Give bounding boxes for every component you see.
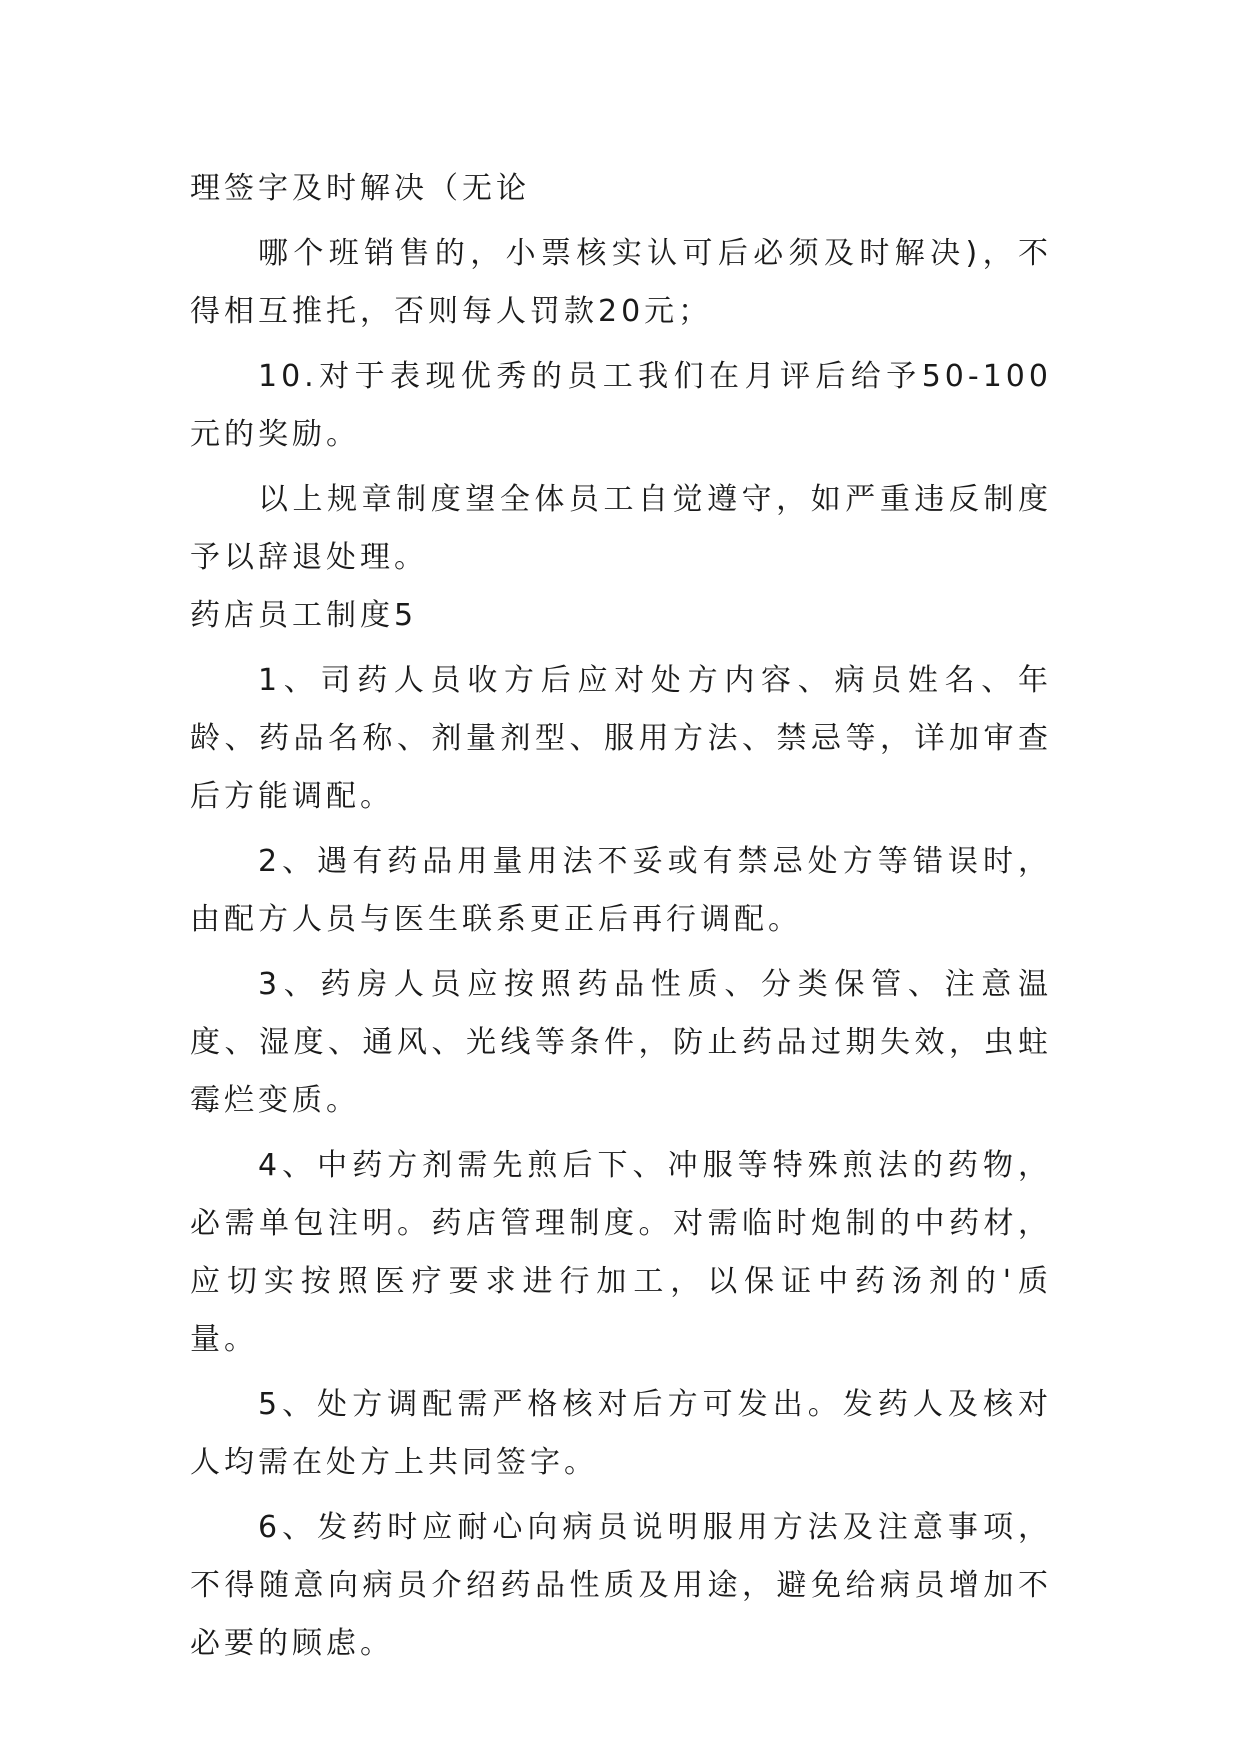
paragraph: 6、发药时应耐心向病员说明服用方法及注意事项，不得随意向病员介绍药品性质及用途，避免给病员增加不必要的顾虑。: [190, 1510, 1052, 1661]
document-body: [190, 160, 1052, 1673]
paragraph: 4、中药方剂需先煎后下、冲服等特殊煎法的药物，必需单包注明。药店管理制度。对需临时炮制的中药材，应切实按照医疗要求进行加工，以保证中药汤剂的'质量。: [190, 1148, 1052, 1357]
paragraph: 3、药房人员应按照药品性质、分类保管、注意温度、湿度、通风、光线等条件，防止药品过期失效，虫蛀霉烂变质。: [190, 967, 1052, 1118]
paragraph: 以上规章制度望全体员工自觉遵守，如严重违反制度予以辞退处理。: [190, 482, 1052, 575]
paragraph: 哪个班销售的，小票核实认可后必须及时解决)，不得相互推托，否则每人罚款20元；: [190, 236, 1052, 329]
paragraph: 1、司药人员收方后应对处方内容、病员姓名、年龄、药品名称、剂量剂型、服用方法、禁忌等，详加审查后方能调配。: [190, 663, 1052, 814]
section-heading: 药店员工制度5: [190, 598, 418, 633]
paragraph: 2、遇有药品用量用法不妥或有禁忌处方等错误时，由配方人员与医生联系更正后再行调配。: [190, 844, 1052, 937]
paragraph: 5、处方调配需严格核对后方可发出。发药人及核对人均需在处方上共同签字。: [190, 1387, 1052, 1480]
paragraph: 理签字及时解决（无论: [190, 171, 530, 206]
paragraph: 10.对于表现优秀的员工我们在月评后给予50-100元的奖励。: [190, 359, 1052, 452]
